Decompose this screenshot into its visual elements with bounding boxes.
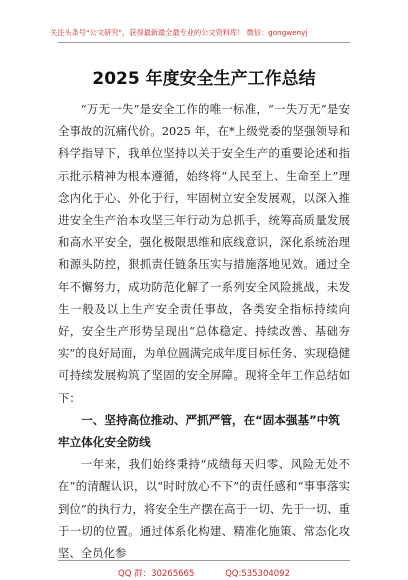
document-body	[58, 98, 350, 564]
footer-divider	[58, 560, 350, 561]
document-title: 2025 年度安全生产工作总结	[92, 69, 316, 89]
footer-contact	[0, 567, 408, 579]
qq-number: QQ:535304092	[225, 569, 290, 579]
section-paragraph: 一年来，我们始终秉持“成绩每天归零、风险无处不在”的清醒认识，以“时时放心不下”的责任感和“事事落实到位”的执行力，将安全生产摆在高于一切、先于一切、重于一切的位置。通过体系化构建、精准化施策、常态化攻坚、全员化参	[58, 457, 350, 561]
section-heading: 一、坚持高位推动、严抓严管，在“固本强基”中筑牢立体化安全防线	[58, 412, 340, 450]
qq-group-number: QQ 群：30265665	[118, 569, 195, 579]
header-divider	[58, 42, 350, 43]
promo-header: 关注头条号“公文研究”，获得最新最全最专业的公文资料库！ 微信：gongwenyj	[50, 28, 308, 37]
intro-paragraph: “万无一失”是安全工作的唯一标准，“一失万无”是安全事故的沉痛代价。2025 年，在*上级党委的坚强领导和科学指导下，我单位坚持以关于安全生产的重要论述和指示批示精神为根本遵循，始终将“人民至上、生命至上”理念内化于心、外化于行，牢固树立安全发展观，以深入推进安全生产治本攻坚三年行动为总抓手，统筹高质量发展和高水平安全，强化极限思维和底线意识，深化系统治理和源头防控，狠抓责任链条压实与措施落地见效。通过全年不懈努力，成功防范化解了一系列安全风险挑战，未发生一般及以上生产安全责任事故，各类安全指标持续向好，安全生产形势呈现出“总体稳定、持续改善、基础夯实”的良好局面，为单位圆满完成年度目标任务、实现稳健可持续发展构筑了坚固的安全屏障。现将全年工作总结如下：	[58, 102, 350, 405]
